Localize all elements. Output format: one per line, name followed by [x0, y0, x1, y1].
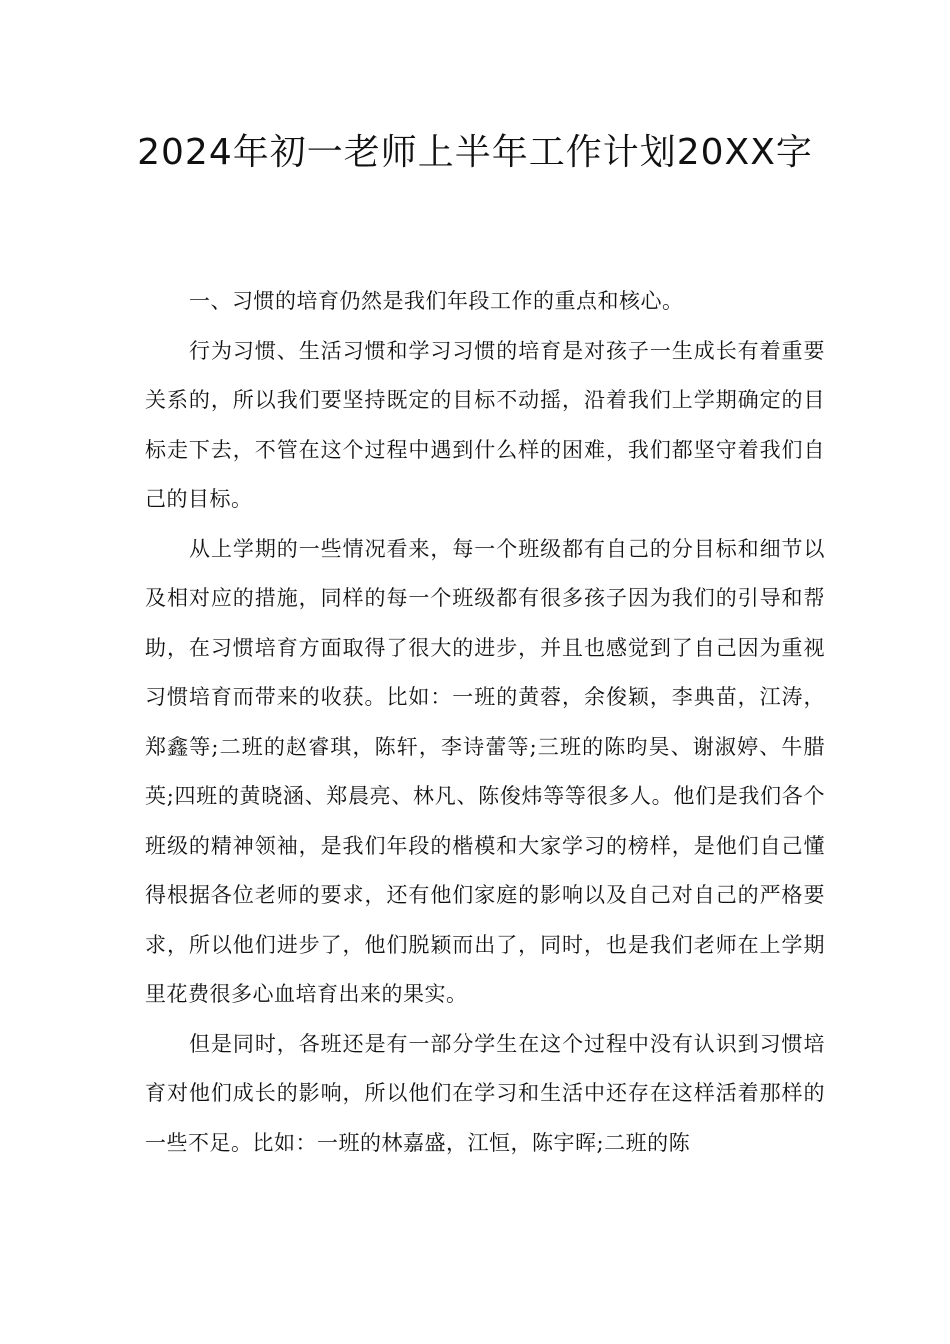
paragraph-4: 但是同时，各班还是有一部分学生在这个过程中没有认识到习惯培育对他们成长的影响，所以他们在学习和生活中还存在这样活着那样的一些不足。比如：一班的林嘉盛，江恒，陈宇晖;二班的陈: [145, 1031, 825, 1155]
paragraph-2: 行为习惯、生活习惯和学习习惯的培育是对孩子一生成长有着重要关系的，所以我们要坚持既定的目标不动摇，沿着我们上学期确定的目标走下去，不管在这个过程中遇到什么样的困难，我们都坚守着我们自己的目标。: [145, 338, 825, 511]
paragraph-1: 一、习惯的培育仍然是我们年段工作的重点和核心。: [189, 289, 684, 313]
document-title: 2024年初一老师上半年工作计划20XX字: [137, 132, 813, 173]
paragraph-3: 从上学期的一些情况看来，每一个班级都有自己的分目标和细节以及相对应的措施，同样的每一个班级都有很多孩子因为我们的引导和帮助，在习惯培育方面取得了很大的进步，并且也感觉到了自己因为重视习惯培育而带来的收获。比如：一班的黄蓉，余俊颖，李典苗，江涛，郑鑫等;二班的赵睿琪，陈轩，李诗蕾等;三班的陈昀昊、谢淑婷、牛腊英;四班的黄晓涵、郑晨亮、林凡、陈俊炜等等很多人。他们是我们各个班级的精神领袖，是我们年段的楷模和大家学习的榜样，是他们自己懂得根据各位老师的要求，还有他们家庭的影响以及自己对自己的严格要求，所以他们进步了，他们脱颖而出了，同时，也是我们老师在上学期里花费很多心血培育出来的果实。: [145, 536, 825, 1006]
document-body: [145, 277, 825, 1168]
